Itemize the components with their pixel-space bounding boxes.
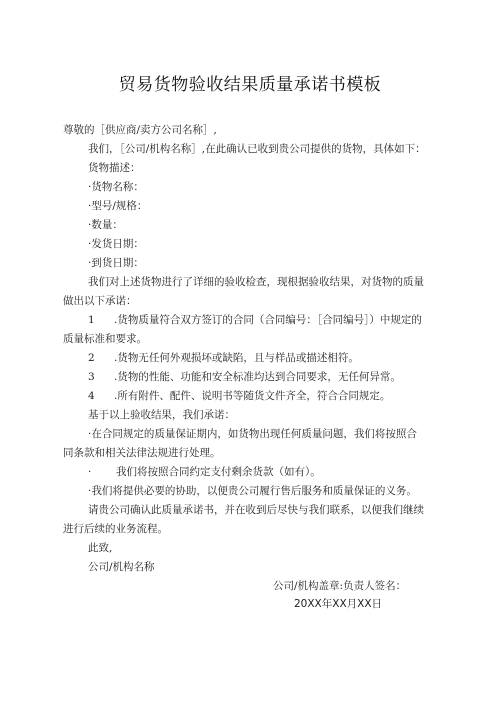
goods-item-ship-date: ·发货日期：: [88, 238, 144, 250]
goods-description-label: 货物描述：: [88, 162, 141, 174]
promise-text-1: .货物质量符合双方签订的合同（合同编号：［合同编号］）中规定的: [114, 314, 422, 326]
promise-text-2: .货物无任何外观损坏或缺陷，且与样品或描述相符。: [114, 352, 359, 364]
seal-signature-line: 公司/机构盖章:负责人签名：: [273, 580, 407, 592]
commitment-1-line1: ·在合同规定的质量保证期内，如货物出现任何质量问题，我们将按照合: [88, 428, 417, 440]
promise-text-4: .所有附件、配件、说明书等随货文件齐全，符合合同规定。: [114, 390, 391, 402]
commitment-3: ·我们将提供必要的协助，以便贵公司履行售后服务和质量保证的义务。: [88, 485, 417, 497]
commitment-2-bullet: ·: [88, 466, 92, 478]
goods-item-name: ·货物名称：: [88, 181, 144, 193]
promise-item-1-line2: 质量标准和要求。: [63, 333, 147, 345]
regards: 此致,: [88, 542, 113, 554]
closing-paragraph-line2: 进行后续的业务流程。: [63, 523, 168, 535]
promise-item-1-line1: [88, 313, 422, 327]
inspection-paragraph-line2: 做出以下承诺：: [63, 295, 137, 307]
goods-item-arrival-date: ·到货日期：: [88, 257, 144, 269]
promise-number-4: 4: [88, 390, 95, 402]
document-title: 贸易货物验收结果质量承诺书模板: [118, 75, 382, 95]
promise-item-3: [88, 370, 401, 384]
closing-paragraph-line1: 请贵公司确认此质量承诺书，并在收到后尽快与我们联系，以便我们继续: [88, 504, 424, 516]
document-date: 20XX年XX月XX日: [294, 598, 383, 610]
intro-paragraph: 我们，［公司/机构名称］,在此确认已收到贵公司提供的货物，具体如下：: [88, 143, 426, 155]
promise-text-3: .货物的性能、功能和安全标准均达到合同要求，无任何异常。: [114, 371, 401, 383]
commitment-2: [88, 465, 321, 479]
promise-number-1: 1: [88, 314, 95, 326]
salutation: 尊敬的［供应商/卖方公司名称］,: [63, 124, 217, 136]
promise-item-2: [88, 351, 359, 365]
commitment-2-text: 我们将按照合同约定支付剩余货款（如有）。: [116, 466, 321, 478]
company-name: 公司/机构名称: [88, 561, 155, 573]
promise-number-3: 3: [88, 371, 95, 383]
commitment-1-line2: 同条款和相关法律法规进行处理。: [63, 447, 221, 459]
promise-item-4: [88, 389, 390, 403]
based-on-results: 基于以上验收结果，我们承诺：: [88, 409, 235, 421]
inspection-paragraph-line1: 我们对上述货物进行了详细的验收检查，现根据验收结果，对货物的质量: [88, 276, 424, 288]
promise-number-2: 2: [88, 352, 95, 364]
goods-item-quantity: ·数量：: [88, 219, 123, 231]
goods-item-model: ·型号/规格：: [88, 200, 148, 212]
